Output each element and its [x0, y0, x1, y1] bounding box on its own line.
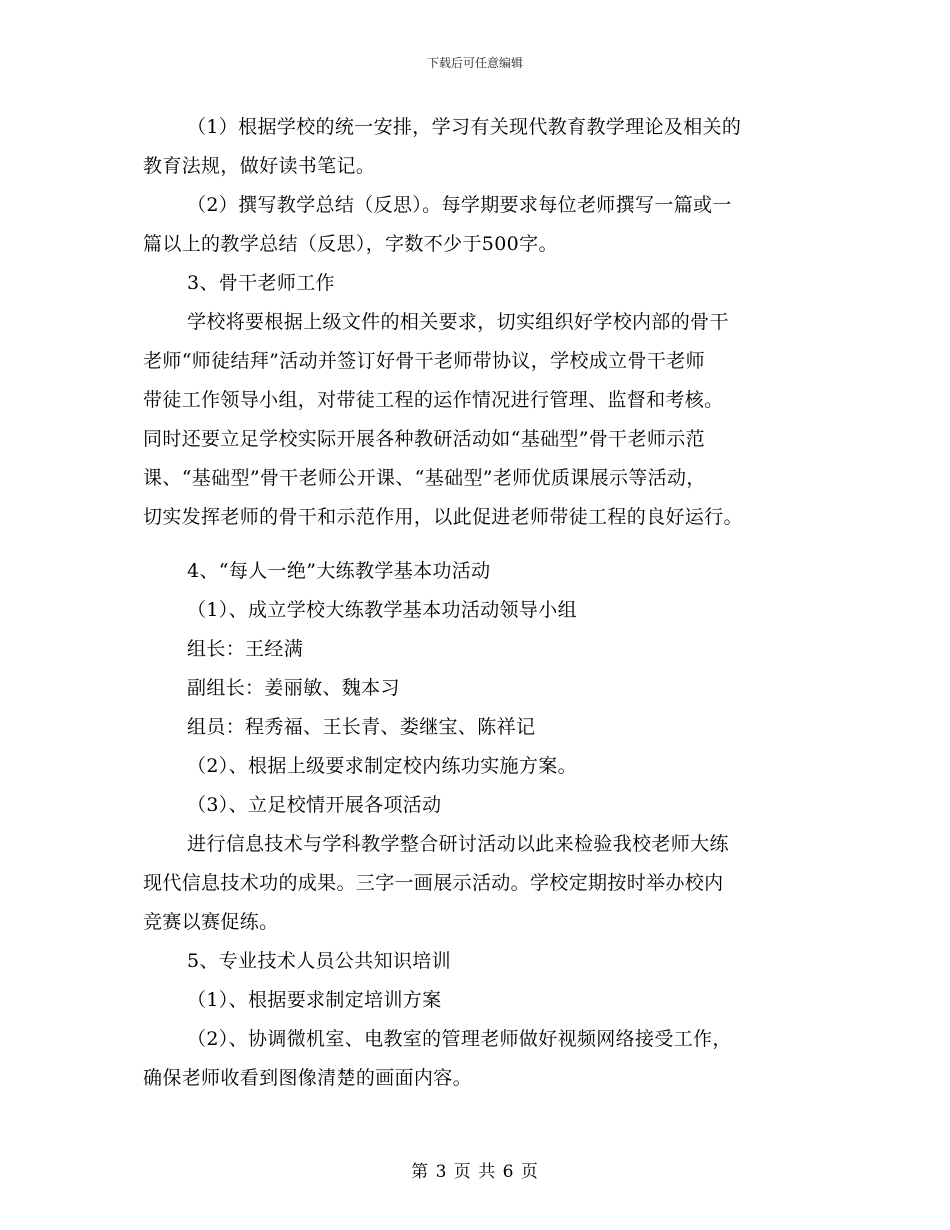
- group-leader-text: 组长：王经满: [187, 638, 304, 660]
- paragraph-backbone-line: 学校将要根据上级文件的相关要求，切实组织好学校内部的骨干: [187, 311, 729, 333]
- list-item-coordination-line: 确保老师收看到图像清楚的画面内容。: [143, 1067, 472, 1089]
- paragraph-it-integration-line: 现代信息技术功的成果。三字一画展示活动。学校定期按时举办校内: [143, 872, 724, 894]
- paragraph-backbone-line: 带徒工作领导小组，对带徒工程的运作情况进行管理、监督和考核。: [143, 389, 724, 411]
- paragraph-summary-line: （2）撰写教学总结（反思）。每学期要求每位老师撰写一篇或一: [187, 194, 732, 216]
- paragraph-study-line: 教育法规，做好读书笔记。: [143, 155, 376, 177]
- section-heading-basic-skills: 4、“每人一绝”大练教学基本功活动: [187, 560, 491, 582]
- paragraph-backbone-line: 课、“基础型”骨干老师公开课、“基础型”老师优质课展示等活动，: [143, 467, 706, 489]
- list-item-leading-group: （1）、成立学校大练教学基本功活动领导小组: [187, 599, 577, 621]
- paragraph-summary-line: 篇以上的教学总结（反思），字数不少于500字。: [143, 233, 558, 255]
- paragraph-it-integration-line: 进行信息技术与学科教学整合研讨活动以此来检验我校老师大练: [187, 833, 729, 855]
- paragraph-it-integration-line: 竞赛以赛促练。: [143, 911, 279, 933]
- deputy-leader-text: 副组长：姜丽敏、魏本习: [187, 677, 400, 699]
- paragraph-backbone-line: 切实发挥老师的骨干和示范作用，以此促进老师带徒工程的良好运行。: [143, 506, 743, 528]
- list-item-coordination-line: （2）、协调微机室、电教室的管理老师做好视频网络接受工作，: [187, 1028, 732, 1050]
- page-header: 下载后可任意编辑: [426, 56, 523, 70]
- document-body: [143, 108, 808, 1098]
- paragraph-gap: [143, 537, 808, 552]
- paragraph-backbone-line: 老师“师徒结拜”活动并签订好骨干老师带协议，学校成立骨干老师: [143, 350, 705, 372]
- section-heading-training: 5、专业技术人员公共知识培训: [187, 950, 451, 972]
- list-item-plan: （2）、根据上级要求制定校内练功实施方案。: [187, 755, 577, 777]
- page-number-footer: 第 3 页 共 6 页: [411, 1162, 539, 1182]
- group-members-text: 组员：程秀福、王长青、娄继宝、陈祥记: [187, 716, 536, 738]
- list-item-training-plan: （1）、根据要求制定培训方案: [187, 989, 442, 1011]
- section-heading-backbone-teachers: 3、骨干老师工作: [187, 272, 335, 294]
- list-item-activities: （3）、立足校情开展各项活动: [187, 794, 442, 816]
- paragraph-backbone-line: 同时还要立足学校实际开展各种教研活动如“基础型”骨干老师示范: [143, 428, 705, 450]
- paragraph-study-line: （1）根据学校的统一安排，学习有关现代教育教学理论及相关的: [187, 116, 742, 138]
